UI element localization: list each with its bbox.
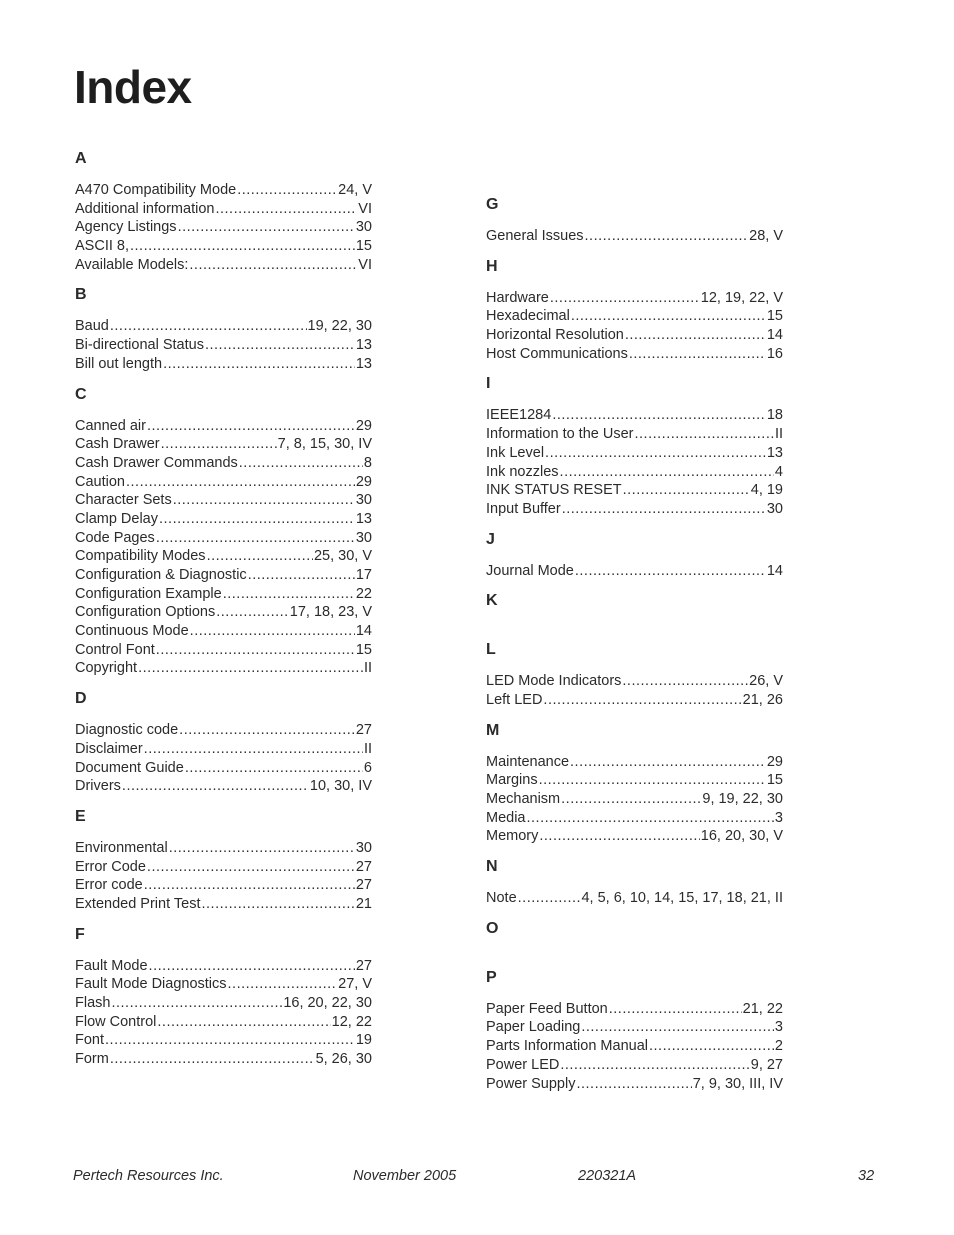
index-page-refs: 7, 9, 30, III, IV bbox=[692, 1075, 783, 1092]
index-term: Configuration Options bbox=[75, 604, 216, 621]
dot-leader bbox=[169, 839, 355, 858]
index-entry bbox=[486, 444, 783, 463]
index-term: Agency Listings bbox=[75, 219, 177, 236]
index-entry bbox=[75, 336, 372, 355]
section-letter: O bbox=[486, 919, 499, 937]
index-page-refs: II bbox=[774, 426, 783, 443]
index-column-left bbox=[75, 150, 372, 1081]
index-term: Character Sets bbox=[75, 492, 172, 509]
index-page-refs: VI bbox=[358, 256, 372, 273]
index-term: Error Code bbox=[75, 858, 146, 875]
index-page-refs: 18 bbox=[766, 407, 783, 424]
dot-leader bbox=[161, 435, 277, 454]
index-entry bbox=[75, 603, 372, 622]
index-term: LED Mode Indicators bbox=[486, 673, 622, 690]
index-entry bbox=[75, 435, 372, 454]
index-term: Copyright bbox=[75, 660, 138, 677]
index-entry bbox=[75, 1013, 372, 1032]
index-term: IEEE1284 bbox=[486, 407, 552, 424]
dot-leader bbox=[576, 1075, 691, 1094]
dot-leader bbox=[543, 691, 741, 710]
index-term: Bill out length bbox=[75, 355, 163, 372]
dot-leader bbox=[173, 491, 355, 510]
index-term: Flow Control bbox=[75, 1013, 157, 1030]
dot-leader bbox=[215, 200, 357, 219]
dot-leader bbox=[575, 562, 766, 581]
dot-leader bbox=[207, 547, 313, 566]
section-letter: P bbox=[486, 968, 497, 986]
index-page-refs: 30 bbox=[355, 529, 372, 546]
index-entry bbox=[75, 355, 372, 374]
index-entry bbox=[75, 721, 372, 740]
index-entry bbox=[486, 1075, 783, 1094]
index-page-refs: 7, 8, 15, 30, IV bbox=[277, 436, 372, 453]
index-term: Disclaimer bbox=[75, 740, 143, 757]
index-term: Power LED bbox=[486, 1056, 560, 1073]
index-page-refs: 9, 19, 22, 30 bbox=[702, 791, 783, 807]
index-entry bbox=[75, 895, 372, 914]
index-entry-list bbox=[486, 562, 783, 581]
index-term: Bi-directional Status bbox=[75, 337, 204, 354]
index-page-refs: 24, V bbox=[338, 182, 372, 198]
dot-leader bbox=[560, 463, 774, 482]
index-entry bbox=[75, 529, 372, 548]
index-page-refs: 17, 18, 23, V bbox=[289, 604, 372, 621]
index-section-l bbox=[486, 641, 783, 709]
index-entry bbox=[486, 481, 783, 500]
dot-leader bbox=[585, 227, 749, 246]
index-term: Additional information bbox=[75, 200, 215, 217]
dot-leader bbox=[635, 425, 774, 444]
dot-leader bbox=[201, 895, 354, 914]
index-section-e bbox=[75, 808, 372, 914]
index-page-refs: 4, 19 bbox=[750, 482, 783, 499]
dot-leader bbox=[248, 566, 355, 585]
index-entry bbox=[486, 827, 783, 846]
index-page-refs: 3 bbox=[774, 1019, 783, 1036]
index-page-refs: 6 bbox=[363, 759, 372, 776]
index-page-refs: 17 bbox=[355, 567, 372, 583]
index-page-refs: 30 bbox=[355, 219, 372, 236]
index-section-c bbox=[75, 386, 372, 679]
index-page-refs: 15 bbox=[766, 308, 783, 325]
dot-leader bbox=[179, 721, 355, 740]
index-entry bbox=[75, 417, 372, 436]
index-term: Horizontal Resolution bbox=[486, 327, 624, 344]
index-page-refs: 13 bbox=[766, 444, 783, 461]
index-page-refs: 27 bbox=[355, 877, 372, 894]
index-entry bbox=[75, 547, 372, 566]
section-letter: K bbox=[486, 592, 498, 610]
index-page-refs: 13 bbox=[355, 355, 372, 372]
dot-leader bbox=[622, 672, 748, 691]
index-page-refs: 27 bbox=[355, 957, 372, 974]
index-entry bbox=[75, 181, 372, 200]
index-entry bbox=[75, 491, 372, 510]
index-entry bbox=[75, 994, 372, 1013]
index-page-refs: 14 bbox=[355, 623, 372, 640]
index-section-k bbox=[486, 592, 783, 629]
index-entry bbox=[486, 227, 783, 246]
index-page-refs: 30 bbox=[355, 492, 372, 509]
index-term: Clamp Delay bbox=[75, 510, 158, 527]
dot-leader bbox=[156, 529, 355, 548]
index-entry bbox=[486, 289, 783, 308]
index-page-refs: 15 bbox=[766, 772, 783, 789]
dot-leader bbox=[185, 759, 363, 778]
index-entry-list bbox=[486, 951, 783, 957]
index-page-refs: 27 bbox=[355, 858, 372, 875]
dot-leader bbox=[126, 473, 355, 492]
dot-leader bbox=[122, 777, 309, 796]
index-term: Diagnostic code bbox=[75, 722, 179, 739]
index-entry bbox=[75, 740, 372, 759]
index-page-refs: 29 bbox=[766, 753, 783, 770]
index-entry bbox=[486, 500, 783, 519]
section-letter: E bbox=[75, 807, 86, 825]
index-term: Environmental bbox=[75, 839, 168, 856]
index-entry-list bbox=[486, 289, 783, 364]
index-entry bbox=[486, 771, 783, 790]
section-letter: M bbox=[486, 721, 500, 739]
dot-leader bbox=[147, 858, 355, 877]
index-section-m bbox=[486, 722, 783, 846]
index-page-refs: 8 bbox=[363, 454, 372, 471]
index-term: Code Pages bbox=[75, 529, 155, 546]
index-term: Parts Information Manual bbox=[486, 1038, 648, 1055]
index-term: Compatibility Modes bbox=[75, 548, 206, 565]
dot-leader bbox=[157, 1013, 330, 1032]
index-page-refs: 28, V bbox=[749, 228, 783, 244]
index-entry bbox=[486, 562, 783, 581]
footer-page-number: 32 bbox=[858, 1168, 875, 1184]
index-page-refs: 13 bbox=[355, 510, 372, 527]
index-page-refs: 27, V bbox=[338, 976, 372, 993]
dot-leader bbox=[205, 336, 355, 355]
index-page-refs: 4 bbox=[774, 463, 783, 480]
index-page-refs: 15 bbox=[355, 238, 372, 255]
index-term: Mechanism bbox=[486, 791, 561, 807]
index-entry bbox=[486, 406, 783, 425]
dot-leader bbox=[570, 753, 766, 772]
index-term: General Issues bbox=[486, 228, 584, 244]
index-entry bbox=[75, 473, 372, 492]
index-entry bbox=[75, 237, 372, 256]
index-entry bbox=[75, 317, 372, 336]
index-entry bbox=[486, 1000, 783, 1019]
index-section-b bbox=[75, 286, 372, 373]
index-page-refs: 16, 20, 22, 30 bbox=[283, 995, 372, 1011]
index-column-right bbox=[486, 196, 783, 1105]
index-term: Information to the User bbox=[486, 426, 634, 443]
index-page-refs: 21, 22 bbox=[742, 1000, 783, 1017]
index-term: Configuration & Diagnostic bbox=[75, 567, 247, 583]
index-entry bbox=[486, 425, 783, 444]
index-entry bbox=[75, 256, 372, 275]
index-section-i bbox=[486, 375, 783, 518]
index-page-refs: 29 bbox=[355, 473, 372, 490]
index-entry bbox=[486, 753, 783, 772]
index-page-refs: 29 bbox=[355, 417, 372, 434]
index-term: Power Supply bbox=[486, 1075, 576, 1092]
index-page-refs: 21 bbox=[355, 895, 372, 912]
dot-leader bbox=[110, 317, 307, 336]
section-letter: C bbox=[75, 385, 87, 403]
index-term: Cash Drawer Commands bbox=[75, 454, 238, 471]
dot-leader bbox=[581, 1018, 774, 1037]
section-letter: H bbox=[486, 257, 498, 275]
index-term: Host Communications bbox=[486, 345, 628, 362]
dot-leader bbox=[111, 994, 282, 1013]
index-entry bbox=[75, 858, 372, 877]
index-page-refs: II bbox=[363, 660, 372, 677]
index-term: Maintenance bbox=[486, 753, 570, 770]
section-letter: F bbox=[75, 925, 85, 943]
dot-leader bbox=[545, 444, 766, 463]
index-entry bbox=[75, 585, 372, 604]
dot-leader bbox=[518, 889, 581, 908]
index-page-refs: 5, 26, 30 bbox=[315, 1051, 372, 1068]
index-term: Hexadecimal bbox=[486, 308, 570, 325]
index-term: Error code bbox=[75, 877, 143, 894]
index-entry bbox=[75, 566, 372, 585]
dot-leader bbox=[560, 1056, 749, 1075]
dot-leader bbox=[550, 289, 700, 308]
section-letter: D bbox=[75, 690, 87, 708]
dot-leader bbox=[138, 659, 363, 678]
section-letter: A bbox=[75, 150, 87, 167]
index-entry bbox=[486, 307, 783, 326]
index-term: Media bbox=[486, 809, 526, 826]
index-term: Continuous Mode bbox=[75, 623, 189, 640]
dot-leader bbox=[159, 510, 355, 529]
index-entry bbox=[75, 659, 372, 678]
section-letter: G bbox=[486, 196, 499, 213]
index-entry-list bbox=[75, 957, 372, 1069]
index-section-h bbox=[486, 258, 783, 364]
index-entry bbox=[486, 463, 783, 482]
dot-leader bbox=[552, 406, 766, 425]
index-term: Font bbox=[75, 1032, 105, 1049]
index-entry bbox=[486, 790, 783, 809]
index-page-refs: 4, 5, 6, 10, 14, 15, 17, 18, 21, II bbox=[581, 890, 783, 907]
index-page-refs: 21, 26 bbox=[742, 691, 783, 708]
index-page-refs: 16 bbox=[766, 345, 783, 362]
index-term: Journal Mode bbox=[486, 562, 574, 579]
index-term: Input Buffer bbox=[486, 500, 561, 517]
section-letter: J bbox=[486, 530, 495, 548]
index-entry-list bbox=[75, 417, 372, 679]
index-section-n bbox=[486, 858, 783, 908]
index-term: Available Models: bbox=[75, 256, 189, 273]
index-entry bbox=[486, 1056, 783, 1075]
index-entry bbox=[75, 510, 372, 529]
index-term: Flash bbox=[75, 995, 111, 1011]
index-entry bbox=[75, 454, 372, 473]
section-letter: B bbox=[75, 286, 87, 304]
index-entry bbox=[75, 218, 372, 237]
dot-leader bbox=[156, 641, 355, 660]
dot-leader bbox=[190, 622, 355, 641]
index-page-refs: 27 bbox=[355, 722, 372, 739]
index-term: A470 Compatibility Mode bbox=[75, 182, 237, 198]
index-entry bbox=[486, 809, 783, 828]
index-entry bbox=[486, 889, 783, 908]
index-page-refs: 19, 22, 30 bbox=[307, 318, 372, 335]
index-page-refs: 9, 27 bbox=[750, 1056, 783, 1073]
dot-leader bbox=[629, 345, 766, 364]
footer-company: Pertech Resources Inc. bbox=[73, 1168, 224, 1184]
dot-leader bbox=[239, 454, 363, 473]
index-term: Caution bbox=[75, 473, 125, 490]
index-page-refs: VI bbox=[358, 200, 372, 217]
index-entry-list bbox=[486, 889, 783, 908]
dot-leader bbox=[163, 355, 355, 374]
index-entry bbox=[486, 326, 783, 345]
index-entry bbox=[75, 200, 372, 219]
index-term: Cash Drawer bbox=[75, 436, 160, 453]
index-entry-list bbox=[486, 227, 783, 246]
index-entry-list bbox=[75, 181, 372, 274]
dot-leader bbox=[223, 585, 355, 604]
index-page-refs: 15 bbox=[355, 641, 372, 658]
index-page-refs: 2 bbox=[774, 1038, 783, 1055]
index-term: Canned air bbox=[75, 417, 146, 434]
index-term: Left LED bbox=[486, 691, 543, 708]
index-entry bbox=[486, 1037, 783, 1056]
index-entry-list bbox=[486, 1000, 783, 1093]
index-entry bbox=[75, 777, 372, 796]
index-term: Note bbox=[486, 890, 517, 907]
dot-leader bbox=[105, 1031, 355, 1050]
index-page-refs: 14 bbox=[766, 562, 783, 579]
footer-doc-number: 220321A bbox=[578, 1168, 637, 1184]
index-entry-list bbox=[486, 406, 783, 518]
index-term: Fault Mode Diagnostics bbox=[75, 976, 227, 993]
index-page-refs: 22 bbox=[355, 585, 372, 602]
index-entry-list bbox=[486, 672, 783, 709]
index-term: Drivers bbox=[75, 778, 121, 795]
dot-leader bbox=[130, 237, 355, 256]
index-entry bbox=[486, 1018, 783, 1037]
index-entry bbox=[75, 641, 372, 660]
dot-leader bbox=[527, 809, 774, 828]
dot-leader bbox=[561, 790, 701, 809]
index-page-refs: 13 bbox=[355, 337, 372, 354]
index-term: Paper Loading bbox=[486, 1019, 581, 1036]
index-section-g bbox=[486, 196, 783, 246]
index-section-d bbox=[75, 690, 372, 796]
index-entry bbox=[75, 759, 372, 778]
index-section-o bbox=[486, 920, 783, 957]
index-term: INK STATUS RESET bbox=[486, 482, 622, 499]
index-section-a bbox=[75, 150, 372, 274]
dot-leader bbox=[649, 1037, 774, 1056]
dot-leader bbox=[562, 500, 766, 519]
index-page-refs: 14 bbox=[766, 327, 783, 344]
index-page-refs: 19 bbox=[355, 1032, 372, 1049]
dot-leader bbox=[539, 827, 699, 846]
index-term: Paper Feed Button bbox=[486, 1000, 608, 1017]
index-term: ASCII 8, bbox=[75, 238, 129, 255]
index-term: Baud bbox=[75, 318, 109, 335]
index-term: Ink nozzles bbox=[486, 463, 559, 480]
dot-leader bbox=[178, 218, 355, 237]
section-letter: L bbox=[486, 641, 496, 659]
index-page-refs: 10, 30, IV bbox=[309, 778, 372, 795]
index-term: Document Guide bbox=[75, 759, 184, 776]
index-page-refs: 16, 20, 30, V bbox=[700, 828, 783, 845]
index-entry bbox=[486, 672, 783, 691]
index-page-refs: 12, 19, 22, V bbox=[700, 289, 783, 306]
index-entry-list bbox=[75, 839, 372, 914]
index-term: Control Font bbox=[75, 641, 155, 658]
index-page-refs: 12, 22 bbox=[331, 1013, 372, 1030]
index-page-refs: 25, 30, V bbox=[313, 548, 372, 565]
index-entry bbox=[75, 1050, 372, 1069]
index-entry-list bbox=[486, 623, 783, 629]
index-page-refs: 30 bbox=[355, 839, 372, 856]
dot-leader bbox=[609, 1000, 742, 1019]
index-entry bbox=[486, 691, 783, 710]
dot-leader bbox=[147, 417, 355, 436]
index-term: Memory bbox=[486, 828, 539, 845]
index-entry bbox=[75, 975, 372, 994]
dot-leader bbox=[144, 740, 363, 759]
index-entry bbox=[75, 876, 372, 895]
dot-leader bbox=[571, 307, 766, 326]
index-page-refs: 30 bbox=[766, 500, 783, 517]
index-entry bbox=[75, 622, 372, 641]
index-page-refs: II bbox=[363, 740, 372, 757]
index-entry bbox=[75, 957, 372, 976]
index-entry-list bbox=[75, 721, 372, 796]
index-term: Fault Mode bbox=[75, 957, 148, 974]
footer-date: November 2005 bbox=[353, 1168, 457, 1184]
dot-leader bbox=[625, 326, 766, 345]
index-term: Hardware bbox=[486, 289, 549, 306]
index-term: Ink Level bbox=[486, 444, 545, 461]
index-term: Form bbox=[75, 1051, 109, 1068]
index-entry-list bbox=[486, 753, 783, 846]
index-term: Configuration Example bbox=[75, 585, 222, 602]
dot-leader bbox=[149, 957, 355, 976]
index-page-refs: 3 bbox=[774, 809, 783, 826]
dot-leader bbox=[189, 256, 357, 275]
dot-leader bbox=[623, 481, 750, 500]
index-section-f bbox=[75, 926, 372, 1069]
dot-leader bbox=[110, 1050, 315, 1069]
section-letter: N bbox=[486, 858, 498, 876]
dot-leader bbox=[144, 876, 355, 895]
index-section-j bbox=[486, 531, 783, 581]
index-term: Margins bbox=[486, 772, 538, 789]
index-entry bbox=[486, 345, 783, 364]
index-section-p bbox=[486, 969, 783, 1093]
index-page-refs: 26, V bbox=[749, 673, 783, 690]
dot-leader bbox=[539, 771, 766, 790]
dot-leader bbox=[228, 975, 338, 994]
page-title: Index bbox=[74, 61, 192, 113]
dot-leader bbox=[216, 603, 289, 622]
dot-leader bbox=[237, 181, 337, 200]
index-entry bbox=[75, 839, 372, 858]
index-entry-list bbox=[75, 317, 372, 373]
index-entry bbox=[75, 1031, 372, 1050]
index-term: Extended Print Test bbox=[75, 895, 201, 912]
section-letter: I bbox=[486, 375, 491, 393]
